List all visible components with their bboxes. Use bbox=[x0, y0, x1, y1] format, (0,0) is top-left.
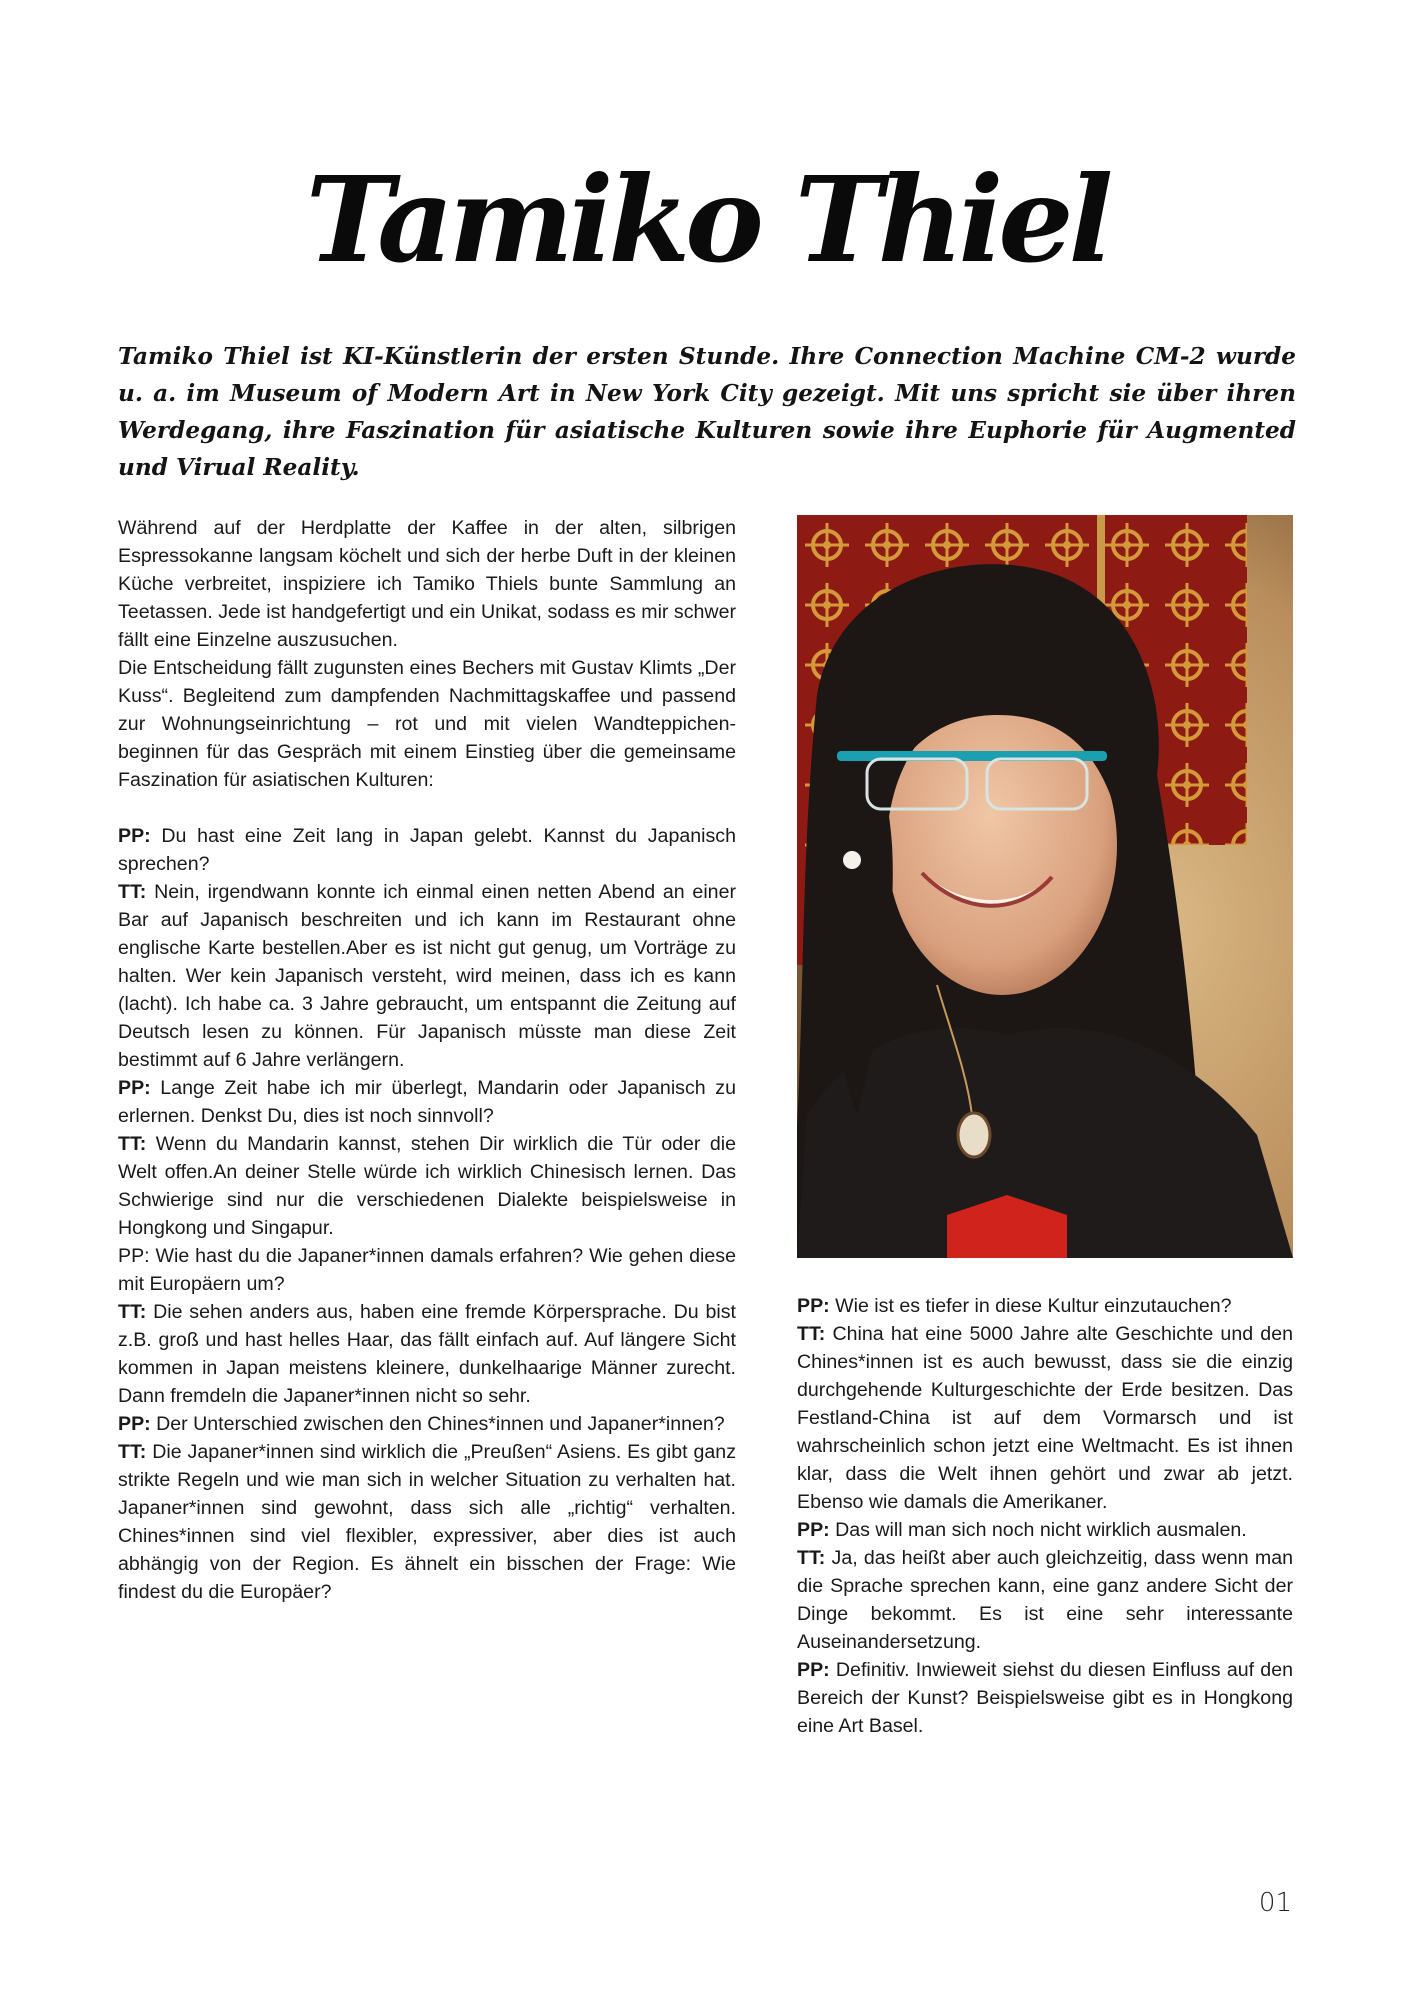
qa-text: Nein, irgendwann konnte ich einmal einen netten Abend an einer Bar auf Japanisch beschreiten und ich kann im Restaurant ohne englische Karte bestellen.Aber es ist nicht gut genug, um Vorträge zu halten. Wer kein Japanisch versteht, wird meinen, dass ich es kann (lacht). Ich habe ca. 3 Jahre gebraucht, um entspannt die Zeitung auf Deutsch lesen zu können. Für Japanisch müsste man diese Zeit bestimmt auf 6 Jahre verlängern. bbox=[118, 881, 736, 1071]
speaker-label: TT: bbox=[118, 1441, 147, 1463]
qa-item bbox=[797, 1656, 1293, 1740]
speaker-label: TT: bbox=[797, 1323, 826, 1345]
portrait-photo bbox=[797, 515, 1293, 1258]
body-paragraph: Die Entscheidung fällt zugunsten eines Bechers mit Gustav Klimts „Der Kuss“. Begleitend zum dampfenden Nachmittagskaffee und passend zur Wohnungseinrichtung – rot und mit vielen Wandteppichen- beginnen für das Gespräch mit einem Einstieg über die gemeinsame Faszination für asiatischen Kulturen: bbox=[118, 657, 736, 791]
page-number: 01 bbox=[1258, 1888, 1292, 1918]
right-column bbox=[797, 1292, 1293, 1740]
qa-text: Das will man sich noch nicht wirklich ausmalen. bbox=[829, 1519, 1247, 1541]
qa-item bbox=[118, 1242, 736, 1298]
paragraph-gap bbox=[118, 794, 736, 822]
qa-item bbox=[797, 1544, 1293, 1656]
speaker-label: PP: bbox=[118, 1077, 151, 1099]
qa-text: Wenn du Mandarin kannst, stehen Dir wirklich die Tür oder die Welt offen.An deiner Stelle würde ich wirklich Chinesisch lernen. Das Schwierige sind nur die verschiedenen Dialekte beispielsweise in Hongkong und Singapur. bbox=[118, 1133, 736, 1239]
intro-paragraph: Tamiko Thiel ist KI-Künstlerin der ersten Stunde. Ihre Connection Machine CM-2 wurde u. a. im Museum of Modern Art in New York City gezeigt. Mit uns spricht sie über ihren Werdegang, ihre Faszination für asiatische Kulturen sowie ihre Euphorie für Augmented und Virual Reality. bbox=[118, 343, 1296, 481]
qa-text: Wie ist es tiefer in diese Kultur einzutauchen? bbox=[829, 1295, 1232, 1317]
speaker-label: PP: bbox=[797, 1519, 830, 1541]
qa-item bbox=[118, 1438, 736, 1606]
qa-item bbox=[118, 1298, 736, 1410]
speaker-label: PP: bbox=[797, 1295, 830, 1317]
speaker-label: TT: bbox=[118, 1301, 147, 1323]
body-paragraph: Während auf der Herdplatte der Kaffee in der alten, silbrigen Espressokanne langsam köchelt und sich der herbe Duft in der kleinen Küche verbreitet, inspiziere ich Tamiko Thiels bunte Sammlung an Teetassen. Jede ist handgefertigt und ein Unikat, sodass es mir schwer fällt eine Einzelne auszusuchen. bbox=[118, 517, 736, 651]
speaker-label: TT: bbox=[118, 1133, 147, 1155]
left-column bbox=[118, 514, 736, 1606]
speaker-label: PP: bbox=[118, 825, 151, 847]
qa-item bbox=[797, 1516, 1293, 1544]
qa-text: Du hast eine Zeit lang in Japan gelebt. Kannst du Japanisch sprechen? bbox=[118, 825, 736, 875]
qa-item bbox=[118, 878, 736, 1074]
qa-item bbox=[797, 1292, 1293, 1320]
qa-text: Definitiv. Inwieweit siehst du diesen Einfluss auf den Bereich der Kunst? Beispielsweise gibt es in Hongkong eine Art Basel. bbox=[797, 1659, 1293, 1737]
qa-text: Die sehen anders aus, haben eine fremde Körpersprache. Du bist z.B. groß und hast helles Haar, das fällt einfach auf. Auf längere Sicht kommen in Japan meistens kleinere, dunkelhaarige Männer zurecht. Dann fremdeln die Japaner*innen nicht so sehr. bbox=[118, 1301, 736, 1407]
qa-item bbox=[118, 822, 736, 878]
page-title: Tamiko Thiel bbox=[305, 150, 1109, 289]
speaker-label: PP: bbox=[797, 1659, 830, 1681]
qa-item bbox=[118, 1130, 736, 1242]
qa-item bbox=[797, 1320, 1293, 1516]
qa-text: PP: Wie hast du die Japaner*innen damals erfahren? Wie gehen diese mit Europäern um? bbox=[118, 1245, 736, 1295]
speaker-label: PP: bbox=[118, 1413, 151, 1435]
qa-text: China hat eine 5000 Jahre alte Geschichte und den Chines*innen ist es auch bewusst, dass sie die einzig durchgehende Kulturgeschichte der Erde besitzen. Das Festland-China ist auf dem Vormarsch und ist wahrscheinlich schon jetzt eine Weltmacht. Es ist ihnen klar, dass die Welt ihnen gehört und zwar ab jetzt. Ebenso wie damals die Amerikaner. bbox=[797, 1323, 1293, 1513]
speaker-label: TT: bbox=[118, 881, 147, 903]
qa-text: Ja, das heißt aber auch gleichzeitig, dass wenn man die Sprache sprechen kann, eine ganz andere Sicht der Dinge bekommt. Es ist eine sehr interessante Auseinandersetzung. bbox=[797, 1547, 1293, 1653]
qa-text: Der Unterschied zwischen den Chines*innen und Japaner*innen? bbox=[150, 1413, 725, 1435]
qa-item bbox=[118, 1074, 736, 1130]
qa-text: Lange Zeit habe ich mir überlegt, Mandarin oder Japanisch zu erlernen. Denkst Du, dies ist noch sinnvoll? bbox=[118, 1077, 736, 1127]
speaker-label: TT: bbox=[797, 1547, 826, 1569]
qa-item bbox=[118, 1410, 736, 1438]
qa-text: Die Japaner*innen sind wirklich die „Preußen“ Asiens. Es gibt ganz strikte Regeln und wie man sich in welcher Situation zu verhalten hat. Japaner*innen sind gewohnt, dass sich alle „richtig“ verhalten. Chines*innen sind viel flexibler, expressiver, aber dies ist auch abhängig von der Region. Es ähnelt ein bisschen der Frage: Wie findest du die Europäer? bbox=[118, 1441, 736, 1603]
